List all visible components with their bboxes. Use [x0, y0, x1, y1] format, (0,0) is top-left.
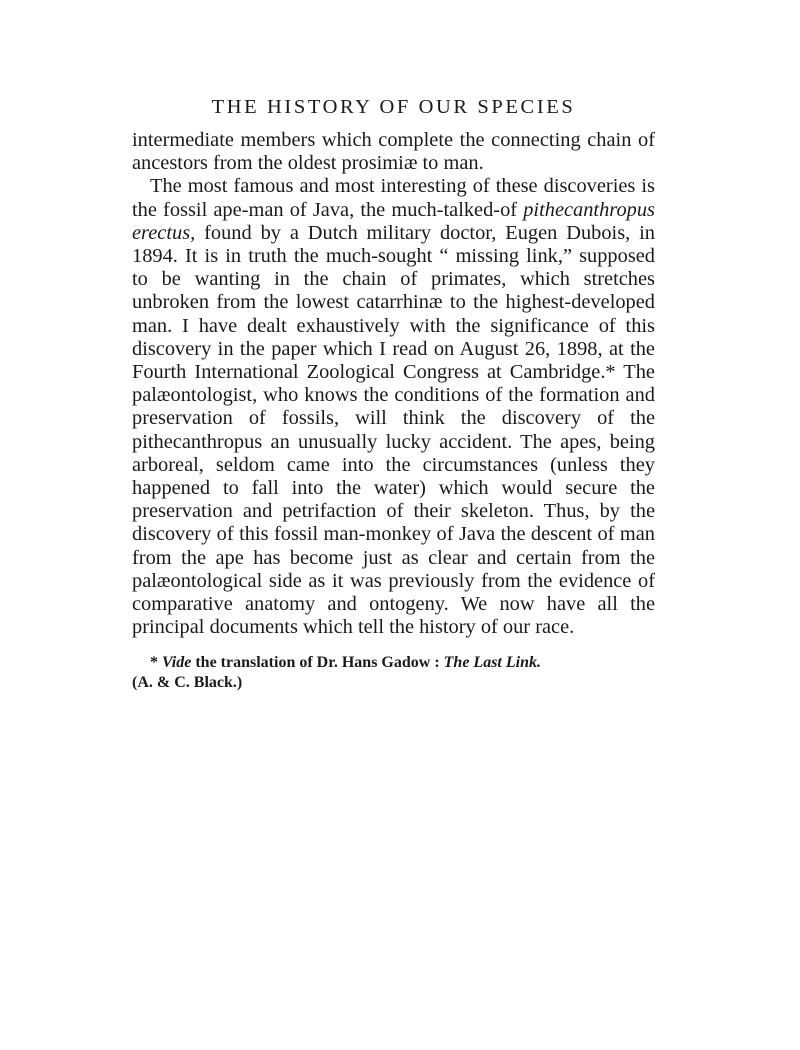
- paragraph-continued: intermediate members which complete the connecting chain of ancestors from the oldest prosimiæ to man.: [132, 129, 655, 175]
- footnote-marker: *: [150, 654, 162, 672]
- paragraph-pithecanthropus: [132, 175, 655, 639]
- footnote-publisher: (A. & C. Black.): [132, 674, 243, 692]
- footnote-book-title: The Last Link.: [443, 654, 541, 672]
- paragraph-text-start: The most famous and most interesting of these discoveries is the fossil ape-man of Java, the much-talked-of: [132, 175, 655, 221]
- running-head: THE HISTORY OF OUR SPECIES: [211, 96, 576, 118]
- footnote-text: the translation of Dr. Hans Gadow :: [191, 654, 444, 672]
- footnote-vide: Vide: [162, 654, 192, 672]
- species-name-italic: pithecanthropus erectus,: [132, 198, 655, 244]
- footnote: [132, 653, 655, 693]
- body-text: [132, 129, 655, 639]
- book-page: [132, 96, 655, 693]
- paragraph-text-rest: found by a Dutch military doctor, Eugen Dubois, in 1894. It is in truth the much-sought “ missing link,” supposed to be wanting in the chain of primates, which stretches unbroken from the lowest catarrhinæ to the highest-developed man. I have dealt exhaustively with the significance of this discovery in the paper which I read on August 26, 1898, at the Fourth International Zoological Congress at Cambridge.* The palæontologist, who knows the conditions of the formation and preservation of fossils, will think the discovery of the pithecanthropus an unusually lucky accident. The apes, being arboreal, seldom came into the circumstances (unless they happened to fall into the water) which would secure the preservation and petrifaction of their skeleton. Thus, by the discovery of this fossil man-monkey of Java the descent of man from the ape has become just as clear and certain from the palæontological side as it was previously from the evidence of comparative anatomy and ontogeny. We now have all the principal documents which tell the history of our race.: [132, 221, 655, 639]
